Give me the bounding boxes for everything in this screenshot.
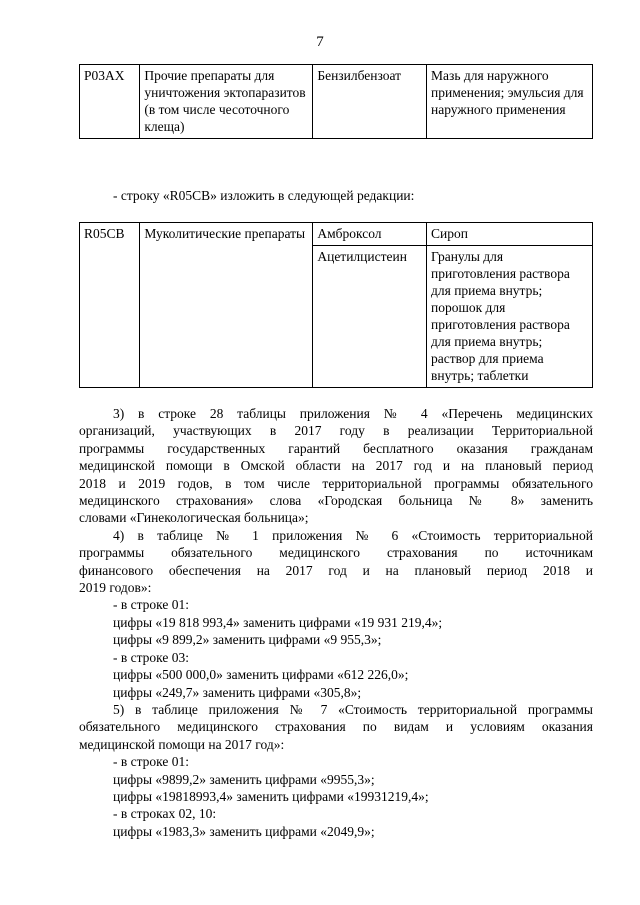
drug-name: Бензилбензоат bbox=[313, 65, 427, 139]
amendments-text bbox=[79, 405, 593, 840]
table-row bbox=[80, 65, 593, 139]
paragraph-5-line: цифры «9899,2» заменить цифрами «9955,3»; bbox=[113, 771, 375, 787]
paragraph-4-line: цифры «249,7» заменить цифрами «305,8»; bbox=[113, 684, 362, 700]
drug-group: Прочие препараты для уничтожения эктопаразитов (в том числе чесоточного клеща) bbox=[140, 65, 313, 139]
paragraph-3-line: медицинской помощи в Омской области на 2017 год и на плановый период bbox=[79, 458, 593, 474]
paragraph-4-line: цифры «500 000,0» заменить цифрами «612 226,0»; bbox=[113, 667, 409, 683]
drug-table-p03ax bbox=[79, 64, 593, 139]
drug-group: Муколитические препараты bbox=[140, 223, 313, 388]
paragraph-4-line: цифры «9 899,2» заменить цифрами «9 955,3»; bbox=[113, 632, 382, 648]
dosage-form: Мазь для наружного применения; эмульсия для наружного применения bbox=[427, 65, 593, 139]
paragraph-3-line: организаций, участвующих в 2017 году в реализации Территориальной bbox=[79, 423, 593, 439]
intro-line: - строку «R05CB» изложить в следующей редакции: bbox=[113, 188, 415, 203]
paragraph-4-line: 2019 годов»: bbox=[79, 580, 152, 596]
dosage-form: Сироп bbox=[427, 223, 593, 246]
atc-code: R05CB bbox=[80, 223, 140, 388]
paragraph-3-line: программы государственных гарантий бесплатного оказания гражданам bbox=[79, 440, 593, 456]
paragraph-5-line: медицинской помощи на 2017 год»: bbox=[79, 736, 285, 752]
paragraph-5-line: - в строке 01: bbox=[113, 754, 190, 770]
paragraph-4-line: 4) в таблице № 1 приложения № 6 «Стоимость территориальной bbox=[113, 527, 593, 543]
paragraph-4-line: - в строке 03: bbox=[113, 649, 190, 665]
drug-table-r05cb bbox=[79, 222, 593, 388]
drug-name: Амброксол bbox=[313, 223, 427, 246]
paragraph-5-line: цифры «19818993,4» заменить цифрами «19931219,4»; bbox=[113, 788, 429, 804]
page-number: 7 bbox=[316, 34, 324, 50]
paragraph-4-line: финансового обеспечения на 2017 год и на плановый период 2018 и bbox=[79, 562, 593, 578]
paragraph-4-line: - в строке 01: bbox=[113, 597, 190, 613]
paragraph-5-line: обязательного медицинского страхования по видам и условиям оказания bbox=[79, 719, 593, 735]
paragraph-5-line: - в строках 02, 10: bbox=[113, 806, 217, 822]
paragraph-4-line: программы обязательного медицинского страхования по источникам bbox=[79, 545, 593, 561]
paragraph-5-line: цифры «1983,3» заменить цифрами «2049,9»; bbox=[113, 823, 375, 839]
paragraph-3-line: медицинского страхования» слова «Городская больница № 8» заменить bbox=[79, 493, 593, 509]
paragraph-3-line: 3) в строке 28 таблицы приложения № 4 «Перечень медицинских bbox=[113, 406, 593, 421]
paragraph-5-line: 5) в таблице приложения № 7 «Стоимость территориальной программы bbox=[113, 701, 593, 717]
dosage-form: Гранулы для приготовления раствора для приема внутрь; порошок для приготовления раствора для приема внутрь; раствор для приема внутрь; таблетки bbox=[427, 246, 593, 388]
table-row bbox=[80, 223, 593, 246]
paragraph-3-line: словами «Гинекологическая больница»; bbox=[79, 510, 309, 526]
paragraph-4-line: цифры «19 818 993,4» заменить цифрами «19 931 219,4»; bbox=[113, 614, 443, 630]
atc-code: P03AX bbox=[80, 65, 140, 139]
paragraph-3-line: 2018 и 2019 годов, в том числе территориальной программы обязательного bbox=[79, 475, 593, 491]
drug-name: Ацетилцистеин bbox=[313, 246, 427, 388]
